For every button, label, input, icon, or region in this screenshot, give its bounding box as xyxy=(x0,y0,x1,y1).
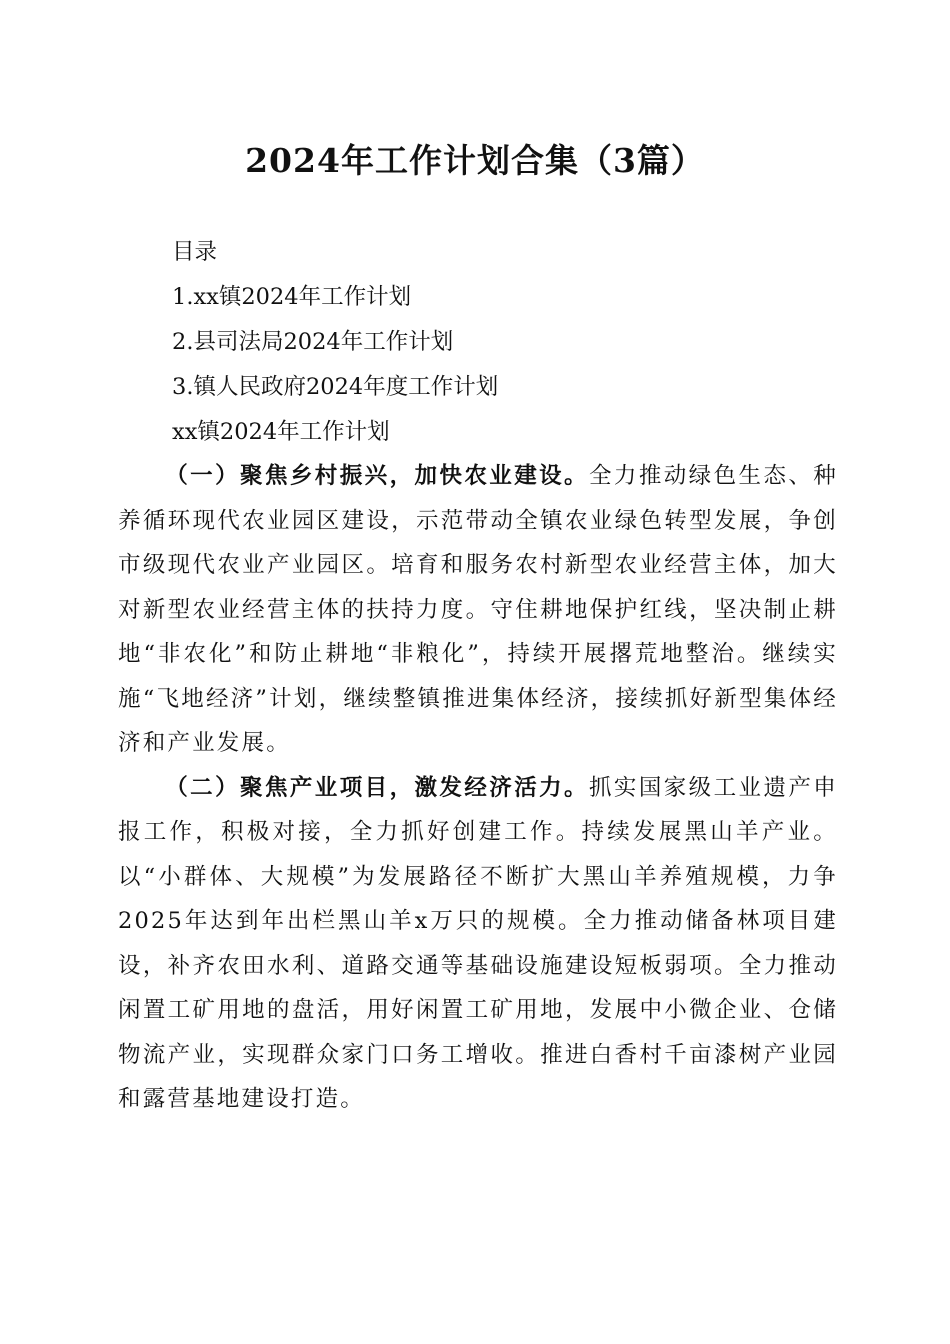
paragraph xyxy=(118,454,838,766)
paragraph-lead: （一）聚焦乡村振兴，加快农业建设。 xyxy=(165,463,589,489)
paragraph-lead: （二）聚焦产业项目，激发经济活力。 xyxy=(165,774,589,801)
table-of-contents xyxy=(172,230,872,455)
paragraph-text: 全力推动绿色生态、种养循环现代农业园区建设，示范带动全镇农业绿色转型发展，争创市级现代农业产业园区。培育和服务农村新型农业经营主体，加大对新型农业经营主体的扶持力度。守住耕地保护红线，坚决制止耕地“非农化”和防止耕地“非粮化”，持续开展撂荒地整治。继续实施“飞地经济”计划，继续整镇推进集体经济，接续抓好新型集体经济和产业发展。 xyxy=(118,463,838,756)
document-body xyxy=(118,454,838,1122)
toc-item: 3.镇人民政府2024年度工作计划 xyxy=(172,374,499,400)
toc-item: 1.xx镇2024年工作计划 xyxy=(172,284,412,310)
section-title: xx镇2024年工作计划 xyxy=(172,419,390,445)
paragraph xyxy=(118,766,838,1122)
toc-item: 2.县司法局2024年工作计划 xyxy=(172,329,454,355)
toc-heading: 目录 xyxy=(172,239,218,265)
document-title: 2024年工作计划合集（3篇） xyxy=(245,141,705,180)
paragraph-text: 抓实国家级工业遗产申报工作，积极对接，全力抓好创建工作。持续发展黑山羊产业。以“小群体、大规模”为发展路径不断扩大黑山羊养殖规模，力争2025年达到年出栏黑山羊x万只的规模。全力推动储备林项目建设，补齐农田水利、道路交通等基础设施建设短板弱项。全力推动闲置工矿用地的盘活，用好闲置工矿用地，发展中小微企业、仓储物流产业，实现群众家门口务工增收。推进白香村千亩漆树产业园和露营基地建设打造。 xyxy=(118,774,838,1112)
